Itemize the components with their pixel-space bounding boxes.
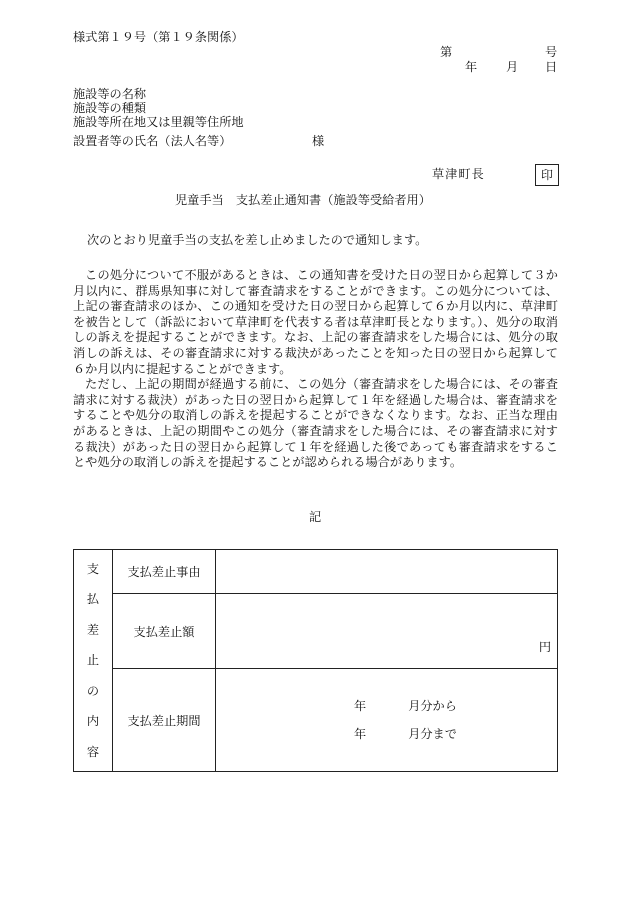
period-to-year: 年 — [354, 727, 367, 741]
period-to — [354, 725, 457, 742]
side-label-cell — [74, 550, 113, 772]
document-title: 児童手当 支払差止通知書（施設等受給者用） — [175, 193, 431, 207]
addressee-label: 設置者等の氏名（法人名等） — [73, 134, 232, 148]
doc-number-prefix: 第 — [440, 45, 453, 59]
side-char: 容 — [86, 744, 100, 759]
amount-label: 支払差止額 — [113, 594, 216, 669]
side-char: 支 — [86, 561, 100, 576]
appeal-paragraph-2: ただし、上記の期間が経過する前に、この処分（審査請求をした場合には、その審査請求に対する裁決）があった日の翌日から起算して１年を経過した場合は、審査請求をすることや処分の取消しの訴えを提起することができなくなります。なお、正当な理由があるときは、上記の期間やこの処分（審査請求をした場合には、その審査請求に対する裁決）があった日の翌日から起算して１年を経過した後であっても審査請求をすることや処分の取消しの訴えを提起することが認められる場合があります。 — [73, 377, 558, 470]
details-table — [73, 549, 558, 772]
addressee-honorific: 様 — [312, 134, 325, 148]
period-from-suffix: 月分から — [408, 699, 457, 713]
seal-box: 印 — [535, 164, 559, 186]
reason-value — [216, 550, 558, 594]
appeal-paragraph-1: この処分について不服があるときは、この通知書を受けた日の翌日から起算して３か月以内に、群馬県知事に対して審査請求をすることができます。この処分については、上記の審査請求のほか、この通知を受けた日の翌日から起算して６か月以内に、草津町を被告として（訴訟において草津町を代表する者は草津町長となります。）、処分の取消しの訴えを提起することができます。なお、上記の審査請求をした場合には、処分の取消しの訴えは、その審査請求に対する裁決があったことを知った日の翌日から起算して６か月以内に提起することができます。 — [73, 268, 558, 376]
amount-unit: 円 — [538, 640, 551, 654]
facility-type-label: 施設等の種類 — [73, 101, 147, 115]
date-year: 年 — [465, 60, 478, 74]
ki-heading: 記 — [309, 510, 322, 524]
period-from-year: 年 — [354, 699, 367, 713]
facility-address-label: 施設等所在地又は里親等住所地 — [73, 115, 244, 129]
side-char: 止 — [86, 653, 100, 668]
issuer-name: 草津町長 — [432, 167, 485, 181]
reason-label: 支払差止事由 — [113, 550, 216, 594]
period-to-suffix: 月分まで — [408, 727, 457, 741]
appeal-notice — [73, 268, 558, 471]
date-month: 月 — [506, 60, 519, 74]
doc-number-suffix: 号 — [545, 45, 558, 59]
period-label: 支払差止期間 — [113, 669, 216, 772]
date-day: 日 — [545, 60, 558, 74]
period-value — [216, 669, 558, 772]
side-char: 内 — [86, 714, 100, 729]
side-char: 払 — [86, 592, 100, 607]
amount-value — [216, 594, 558, 669]
facility-name-label: 施設等の名称 — [73, 87, 147, 101]
side-char: 差 — [86, 622, 100, 637]
form-number: 様式第１９号（第１９条関係） — [73, 30, 244, 44]
period-from — [354, 697, 457, 714]
lead-sentence: 次のとおり児童手当の支払を差し止めましたので通知します。 — [87, 233, 428, 247]
side-char: の — [86, 683, 100, 698]
